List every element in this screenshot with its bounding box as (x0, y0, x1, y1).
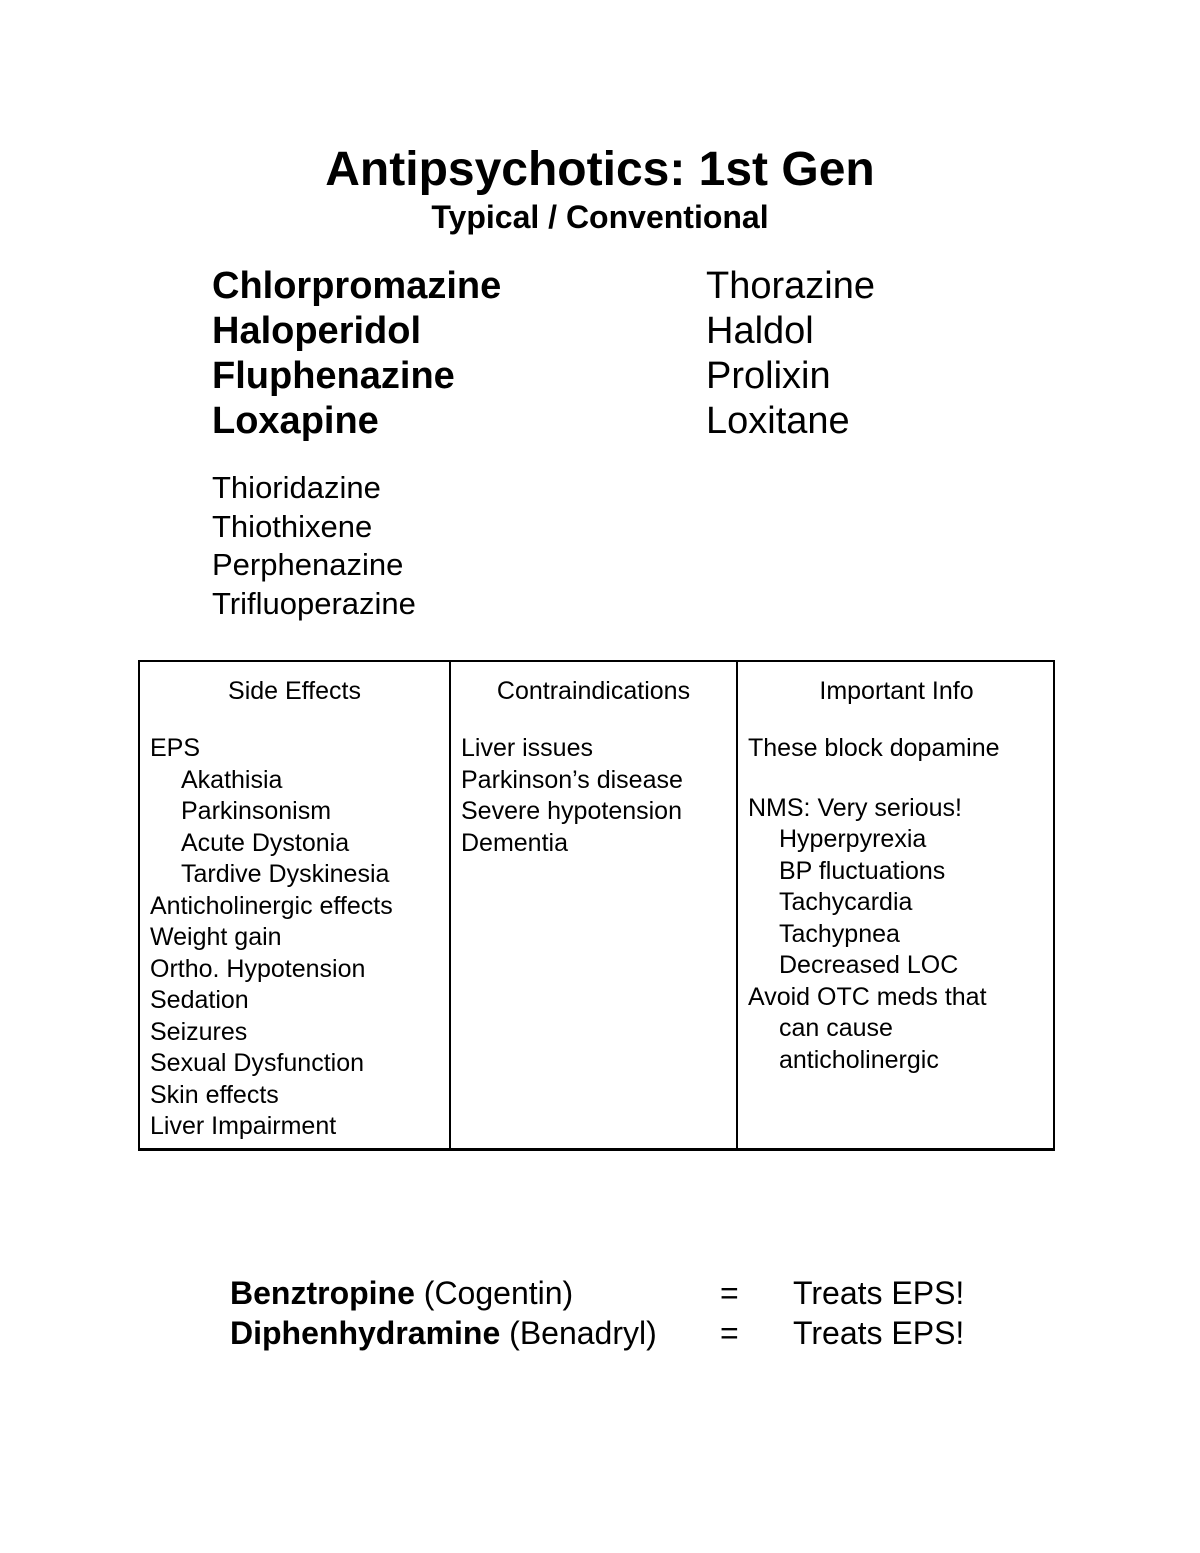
info-subitem: Decreased LOC (779, 951, 959, 979)
contraindication-item: Liver issues (461, 734, 593, 762)
contraindications-list (461, 733, 732, 859)
treatment-generic-name: Benztropine (230, 1275, 424, 1311)
important-info-header: Important Info (819, 677, 974, 705)
info-subitem: anticholinergic (779, 1045, 939, 1074)
info-item: Avoid OTC meds that (748, 982, 987, 1011)
spacer (748, 765, 1051, 793)
side-effect-item: EPS (150, 734, 201, 762)
info-item: These block dopamine (748, 734, 1000, 762)
treatment-generic-name: Diphenhydramine (230, 1315, 510, 1351)
info-subitem: Hyperpyrexia (779, 825, 927, 853)
eps-treatment-list (230, 1273, 990, 1353)
other-drug-item: Thioridazine (212, 470, 381, 505)
side-effect-subitem: Akathisia (181, 765, 283, 794)
eps-treatment-row (230, 1313, 990, 1353)
drug-brand-name: Haldol (706, 310, 814, 352)
page-title: Antipsychotics: 1st Gen (325, 143, 875, 196)
side-effect-item: Ortho. Hypotension (150, 954, 366, 983)
contraindication-item: Dementia (461, 828, 568, 857)
drug-generic-name: Chlorpromazine (212, 265, 502, 307)
other-drug-item: Perphenazine (212, 547, 404, 582)
primary-drug-list (212, 264, 972, 444)
contraindications-column (451, 662, 738, 1148)
important-info-list (748, 733, 1051, 1076)
side-effect-item: Seizures (150, 1017, 248, 1046)
other-drug-item: Thiothixene (212, 508, 373, 544)
info-subitem: can cause (779, 1014, 893, 1042)
drug-row (212, 354, 972, 399)
drug-brand-name: Thorazine (706, 265, 875, 307)
treatment-brand-name: (Cogentin) (423, 1275, 574, 1311)
info-table (138, 660, 1055, 1151)
equals-sign: = (720, 1275, 739, 1311)
side-effect-item: Sexual Dysfunction (150, 1049, 365, 1077)
contraindications-header: Contraindications (496, 677, 691, 705)
drug-generic-name: Haloperidol (212, 310, 422, 352)
side-effects-list (150, 733, 445, 1143)
drug-row (212, 264, 972, 309)
side-effects-column (140, 662, 451, 1148)
side-effect-subitem: Acute Dystonia (181, 828, 350, 857)
drug-brand-name: Prolixin (706, 355, 831, 397)
side-effect-item: Skin effects (150, 1080, 279, 1109)
drug-row (212, 309, 972, 354)
other-drug-item: Trifluoperazine (212, 585, 416, 621)
side-effect-subitem: Tardive Dyskinesia (181, 860, 390, 888)
info-subitem: Tachycardia (779, 888, 913, 916)
page-subtitle: Typical / Conventional (431, 199, 769, 235)
contraindication-item: Severe hypotension (461, 797, 682, 825)
info-subitem: Tachypnea (779, 919, 900, 948)
important-info-column (738, 662, 1055, 1148)
side-effect-subitem: Parkinsonism (181, 797, 332, 825)
side-effects-header: Side Effects (228, 677, 361, 705)
info-item: NMS: Very serious! (748, 793, 962, 822)
equals-sign: = (720, 1315, 739, 1351)
treatment-brand-name: (Benadryl) (509, 1315, 657, 1351)
contraindication-item: Parkinson’s disease (461, 765, 683, 794)
eps-treatment-row (230, 1273, 990, 1313)
side-effect-item: Liver Impairment (150, 1112, 337, 1140)
info-subitem: BP fluctuations (779, 856, 946, 885)
side-effect-item: Sedation (150, 986, 249, 1014)
drug-row (212, 399, 972, 444)
drug-generic-name: Loxapine (212, 400, 379, 442)
drug-brand-name: Loxitane (706, 400, 850, 442)
drug-generic-name: Fluphenazine (212, 355, 455, 397)
side-effect-item: Anticholinergic effects (150, 891, 393, 920)
treatment-result: Treats EPS! (793, 1275, 965, 1311)
other-drug-list (212, 469, 416, 623)
side-effect-item: Weight gain (150, 923, 282, 951)
treatment-result: Treats EPS! (793, 1315, 965, 1351)
